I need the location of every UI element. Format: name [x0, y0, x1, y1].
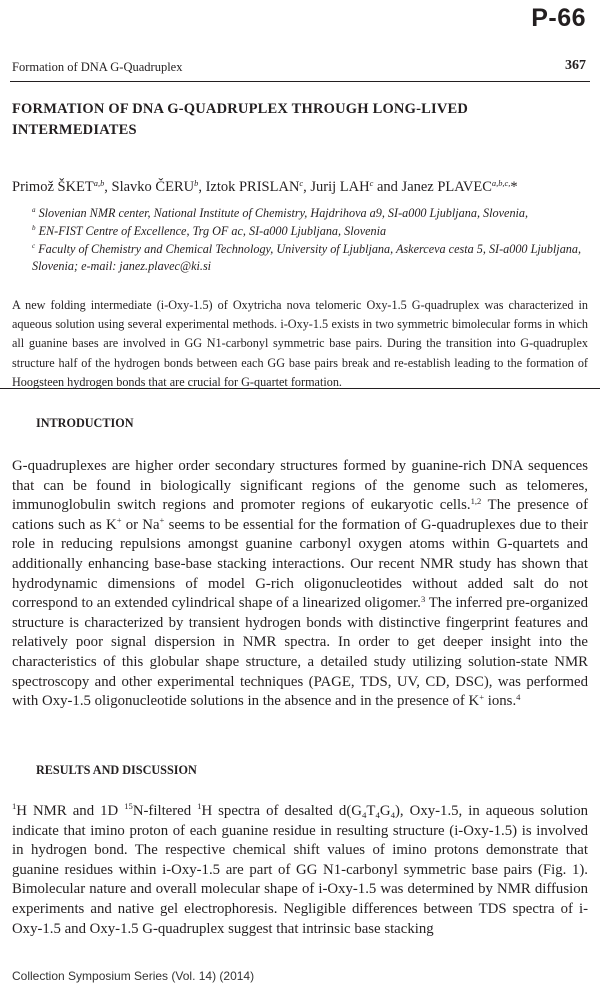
- author-affil-mark: a,b,c,: [491, 178, 511, 188]
- affiliation: [32, 205, 592, 223]
- introduction-paragraph: [12, 457, 588, 712]
- affiliation: [32, 241, 592, 277]
- section-heading-introduction: INTRODUCTION: [36, 416, 134, 430]
- section-heading-results: RESULTS AND DISCUSSION: [36, 763, 197, 777]
- author-name: Primož ŠKET: [12, 179, 94, 195]
- page-number: 367: [565, 58, 586, 73]
- author-affil-mark: c: [369, 178, 374, 188]
- sequence-subscript: 4: [390, 809, 395, 820]
- author-name: Janez PLAVEC: [401, 179, 492, 195]
- poster-code: P-66: [531, 4, 586, 32]
- corresponding-star: *: [510, 179, 518, 195]
- affiliations: [32, 205, 592, 276]
- affiliation: [32, 223, 592, 241]
- author-affil-mark: a,b: [93, 178, 105, 188]
- results-paragraph: [12, 802, 588, 939]
- author-list: Primož ŠKET$^{a,b}$, Slavko ČERU$^b$, Iztok PRISLAN$^c$, Jurij LAH$^c$ and Janez $PLAVEC^{a,b,c,}*$: [12, 178, 518, 195]
- text-run: N-filtered: [132, 803, 198, 819]
- author-affil-mark: b: [194, 178, 199, 188]
- isotope-superscript: 1: [197, 801, 202, 812]
- text-run: The presence of cations such as K: [12, 497, 588, 533]
- sequence-subscript: 4: [361, 809, 367, 820]
- text-run: seems to be essential for the formation of G-quadruplexes due to their role in reducing repulsions amongst guanine carbonyl oxygen atoms within G-quartets and additionally enhancing base-base stacking interactions. Our recent NMR study has shown that hydrodynamic dimensions of model G-rich oligonucleotides without added salt do not correspond to an extended cylindrical shape of a linearized oligomer.: [12, 516, 588, 612]
- citation: 1,2: [470, 495, 482, 506]
- sequence-subscript: 4: [375, 809, 380, 820]
- isotope-superscript: 1: [12, 801, 17, 812]
- abstract-rule: [0, 388, 600, 389]
- abstract: A new folding intermediate (i-Oxy-1.5) of Oxytricha nova telomeric Oxy-1.5 G-quadruplex was characterized in aqueous solution using several experimental methods. i-Oxy-1.5 exists in two symmetric bimolecular forms in which all guanine bases are involved in GG N1-carbonyl symmetric base pairs. During the transition into G-quadruplex structure half of the hydrogen bonds between each GG base pairs break and re-establish leading to the formation of Hoogsteen hydrogen bonds that are crucial for G-quartet formation.: [12, 298, 588, 389]
- author-affil-mark: c: [299, 178, 304, 188]
- text-run: H NMR and 1D: [16, 803, 125, 819]
- text-run: ), Oxy-1.5, in aqueous solution indicate that imino proton of each guanine residue in resulting structure (i-Oxy-1.5) is involved in hydrogen bond. The respective chemical shift values of imino protons demonstrate that guanine residues within i-Oxy-1.5 are part of GG N1-carbonyl symmetric base pairs (Fig. 1). Bimolecular nature and overall molecular shape of i-Oxy-1.5 was determined by NMR diffusion experiments and native gel electrophoresis. Negligible differences between TDS spectra of i-Oxy-1.5 and Oxy-1.5 G-quadruplex suggest that intrinsic base stacking: [12, 803, 588, 937]
- affiliation-mark: c: [32, 242, 36, 250]
- text-run: T: [366, 803, 376, 819]
- author-name: Slavko ČERU: [111, 179, 195, 195]
- affiliation-text: EN-FIST Centre of Excellence, Trg OF ac, SI-a000 Ljubljana, Slovenia: [38, 223, 387, 238]
- author-name: Iztok PRISLAN: [205, 179, 300, 195]
- citation: 4: [516, 691, 521, 702]
- charge-superscript: +: [116, 515, 122, 526]
- text-run: ions.: [484, 693, 517, 710]
- text-run: The inferred pre-organized structure is characterized by transient hydrogen bonds with distinctive fingerprint features and relatively poor signal dispersion in NMR spectra. In order to get deeper insight into the characteristics of this globular shape structure, a detailed study utilizing solution-state NMR spectroscopy and other experimental techniques (PAGE, TDS, UV, CD, DSC), was performed with Oxy-1.5 oligonucleotide solutions in the absence and in the presence of K: [12, 595, 588, 710]
- affiliation-mark: a: [32, 206, 36, 215]
- charge-superscript: +: [479, 691, 485, 702]
- text-run: H spectra of desalted d(G: [201, 803, 362, 819]
- citation: 3: [420, 593, 426, 604]
- header-rule: [10, 81, 590, 82]
- charge-superscript: +: [159, 515, 165, 526]
- running-title: Formation of DNA G-Quadruplex: [12, 60, 183, 74]
- text-run: or Na: [121, 516, 160, 533]
- affiliation-text: Slovenian NMR center, National Institute of Chemistry, Hajdrihova a9, SI-a000 Ljubljana, Slovenia,: [38, 206, 529, 220]
- text-run: G-quadruplexes are higher order secondary structures formed by guanine-rich DNA sequences that can be found in biologically significant regions of the genome such as telomeres, immunoglobulin switch regions and promoter regions of eukaryotic cells.: [12, 458, 588, 514]
- affiliation-text: Faculty of Chemistry and Chemical Technology, University of Ljubljana, Askerceva cesta 5, SI-a000 Ljubljana, Slovenia; e-mail: janez.plavec@ki.si: [32, 241, 582, 274]
- author-name: Jurij LAH: [310, 179, 370, 195]
- affiliation-mark: b: [32, 224, 36, 233]
- footer-series: Collection Symposium Series (Vol. 14) (2014): [12, 969, 255, 983]
- author-conjunction: and: [376, 179, 398, 195]
- paper-title: FORMATION OF DNA G-QUADRUPLEX THROUGH LONG-LIVED INTERMEDIATES: [12, 101, 469, 138]
- text-run: G: [379, 803, 391, 819]
- isotope-superscript: 15: [124, 801, 133, 812]
